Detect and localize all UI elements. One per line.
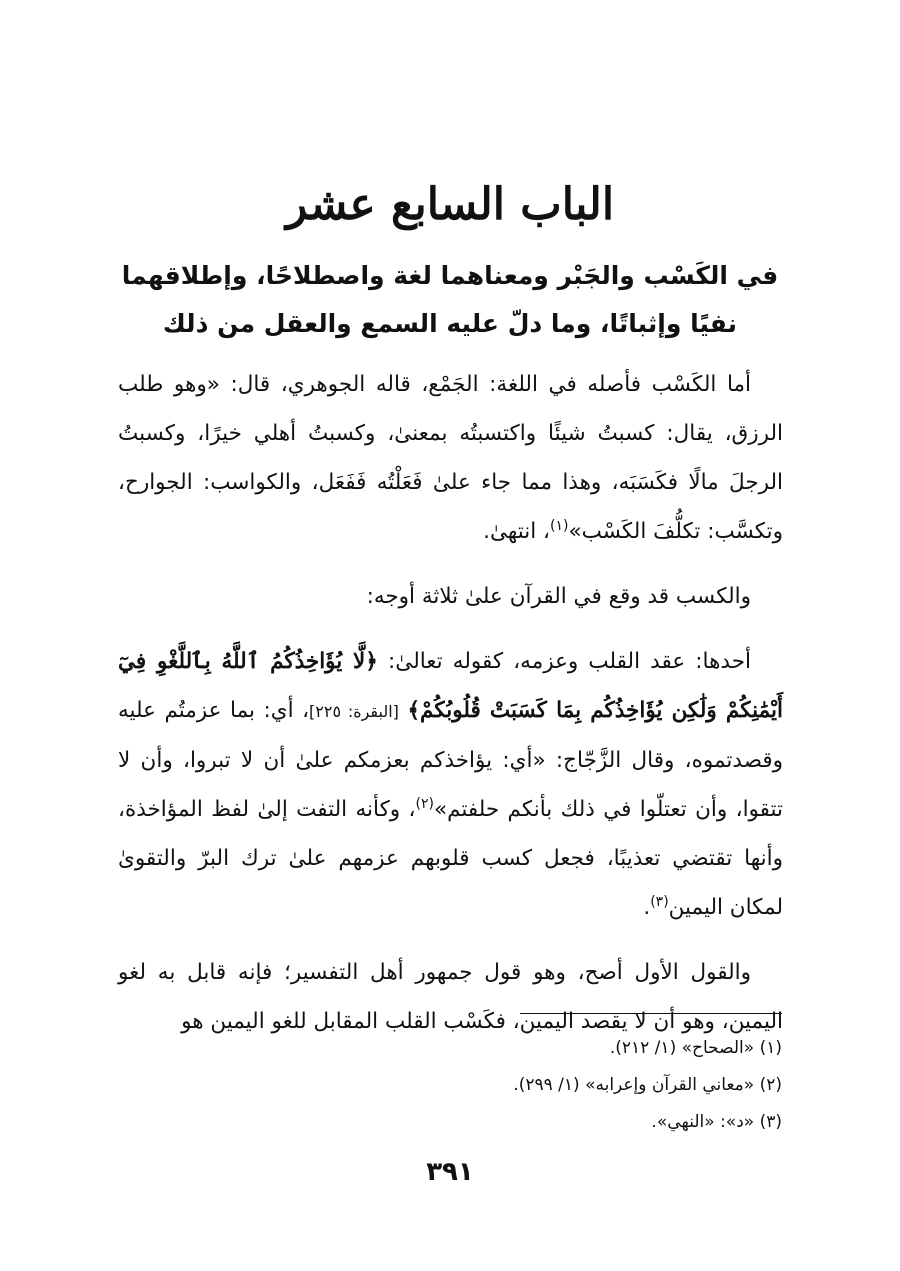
quran-verse: ﴿لَّا يُؤَاخِذُكُمُ ٱللَّهُ بِٱللَّغْوِ فِيٓ أَيْمَٰنِكُمْ وَلَٰكِن يُؤَاخِذُكُم بِمَا كَسَبَتْ قُلُوبُكُمْ﴾ [118,649,783,723]
page-number: ٣٩١ [426,1157,474,1187]
footnote-divider [520,1013,782,1014]
footnote-1: (١) «الصحاح» (١/ ٢١٢). [609,1038,782,1058]
footnotes [117,1030,782,1141]
chapter-title: الباب السابع عشر [285,179,615,230]
footnote-3: (٣) «د»: «النهي». [651,1112,782,1132]
paragraph-kasb-language: أما الكَسْب فأصله في اللغة: الجَمْع، قاله الجوهري، قال: «وهو طلب الرزق، يقال: كسبتُ شيئًا واكتسبتُه بمعنىٰ، وكسبتُ أهلي خيرًا، وكسبتُ الرجلَ مالًا فكَسَبَه، وهذا مما جاء علىٰ فَعَلْتُه فَفَعَل، والكواسب: الجوارح، وتكسَّب: تكلُّفَ الكَسْب»$^{(١)}$، انتهىٰ. [118,372,783,544]
paragraph-three-aspects: والكسب قد وقع في القرآن علىٰ ثلاثة أوجه: [366,584,751,609]
verse-reference: [البقرة: ٢٢٥] [309,702,399,721]
paragraph-first-aspect: أحدها: عقد القلب وعزمه، كقوله تعالىٰ: ﴿لَّا يُؤَاخِذُكُمُ ٱللَّهُ بِٱللَّغْوِ فِيٓ أَيْمَٰنِكُمْ وَلَٰكِن يُؤَاخِذُكُم بِمَا كَسَبَتْ قُلُوبُكُمْ﴾ [البقرة: ٢٢٥]، أي: بما عزمتُم عليه وقصدتموه، وقال الزَّجّاج: «أي: يؤاخذكم بعزمكم علىٰ أن لا تبروا، وأن لا تتقوا، وأن تعتلّوا في ذلك بأنكم حلفتم»$^{(٢)}$، وكأنه التفت إلىٰ لفظ المؤاخذة، وأنها تقتضي تعذيبًا، فجعل كسب قلوبهم عزمهم علىٰ ترك البرّ والتقوىٰ لمكان اليمين$^{(٣)}$. [118,649,784,920]
footnote-2: (٢) «معاني القرآن وإعرابه» (١/ ٢٩٩). [513,1075,782,1095]
paragraph-first-opinion: والقول الأول أصح، وهو قول جمهور أهل التفسير؛ فإنه قابل به لغو اليمين، وهو أن لا يقصد اليمين، فكَسْب القلب المقابل للغو اليمين هو [118,960,783,1034]
body-text [118,360,783,1046]
chapter-subtitle: في الكَسْب والجَبْر ومعناهما لغة واصطلاحًا، وإطلاقهما نفيًا وإثباتًا، وما دلّ عليه السمع والعقل من ذلك [121,261,779,338]
footnote-ref-2: (٢) [415,795,434,812]
footnote-ref-1: (١) [550,517,569,534]
footnote-ref-3: (٣) [650,893,669,910]
